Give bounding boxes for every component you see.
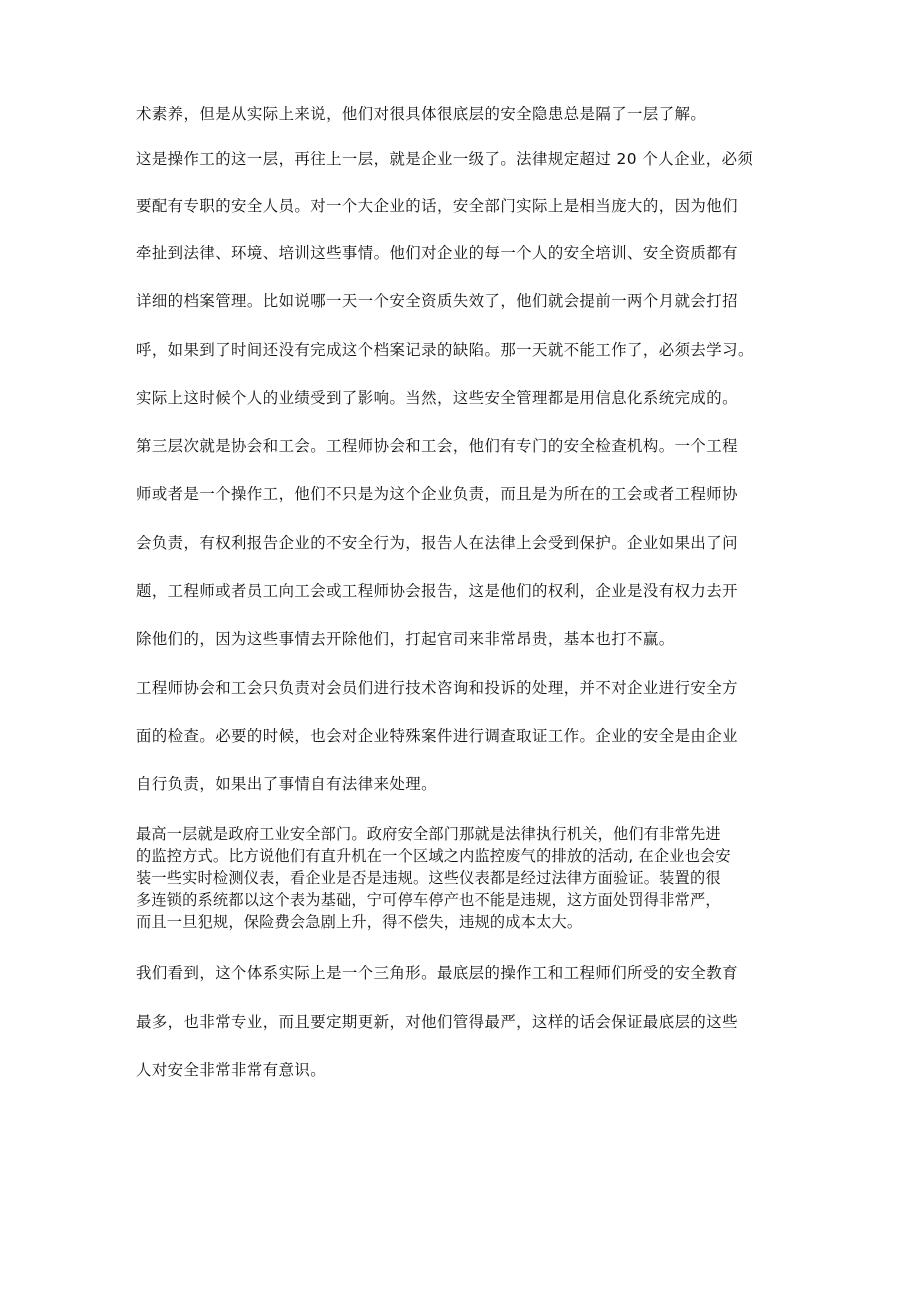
text-line: 要配有专职的安全人员。对一个大企业的话，安全部门实际上是相当庞大的，因为他们 (136, 197, 738, 215)
text-line: 装一些实时检测仪表，看企业是否是违规。这些仪表都是经过法律方面验证。装置的很 (136, 869, 721, 887)
text-line: 多连锁的系统都以这个表为基础，宁可停车停产也不能是违规，这方面处罚得非常严， (136, 891, 721, 909)
text-line: 面的检查。必要的时候，也会对企业特殊案件进行调查取证工作。企业的安全是由企业 (136, 727, 738, 745)
text-line: 工程师协会和工会只负责对会员们进行技术咨询和投诉的处理，并不对企业进行安全方 (136, 679, 738, 697)
text-line: 师或者是一个操作工，他们不只是为这个企业负责，而且是为所在的工会或者工程师协 (136, 485, 738, 503)
text-line: 会负责，有权利报告企业的不安全行为，报告人在法律上会受到保护。企业如果出了问 (136, 534, 738, 552)
text-line: 牵扯到法律、环境、培训这些事情。他们对企业的每一个人的安全培训、安全资质都有 (136, 244, 738, 262)
dense-paragraph (136, 823, 806, 933)
text-line: 我们看到，这个体系实际上是一个三角形。最底层的操作工和工程师们所受的安全教育 (136, 964, 738, 982)
text-line: 最多，也非常专业，而且要定期更新，对他们管得最严，这样的话会保证最底层的这些 (136, 1013, 738, 1031)
text-line: 这是操作工的这一层，再往上一层，就是企业一级了。法律规定超过 20 个人企业，必须 (136, 150, 754, 168)
text-line: 术素养，但是从实际上来说，他们对很具体很底层的安全隐患总是隔了一层了解。 (136, 105, 707, 123)
text-line: 最高一层就是政府工业安全部门。政府安全部门那就是法律执行机关，他们有非常先进 (136, 825, 721, 843)
text-line: 自行负责，如果出了事情自有法律来处理。 (136, 775, 437, 793)
text-line: 人对安全非常非常有意识。 (136, 1061, 327, 1079)
text-line: 除他们的，因为这些事情去开除他们，打起官司来非常昂贵，基本也打不赢。 (136, 630, 675, 648)
text-line: 的监控方式。比方说他们有直升机在一个区域之内监控废气的排放的活动, 在企业也会安 (136, 847, 731, 865)
text-line: 呼，如果到了时间还没有完成这个档案记录的缺陷。那一天就不能工作了，必须去学习。 (136, 341, 754, 359)
text-line: 详细的档案管理。比如说哪一天一个安全资质失效了，他们就会提前一两个月就会打招 (136, 292, 738, 310)
text-line: 而且一旦犯规，保险费会急剧上升，得不偿失，违规的成本太大。 (136, 913, 583, 931)
text-line: 题，工程师或者员工向工会或工程师协会报告，这是他们的权利，企业是没有权力去开 (136, 582, 738, 600)
text-line: 第三层次就是协会和工会。工程师协会和工会，他们有专门的安全检查机构。一个工程 (136, 437, 738, 455)
text-line: 实际上这时候个人的业绩受到了影响。当然，这些安全管理都是用信息化系统完成的。 (136, 389, 738, 407)
